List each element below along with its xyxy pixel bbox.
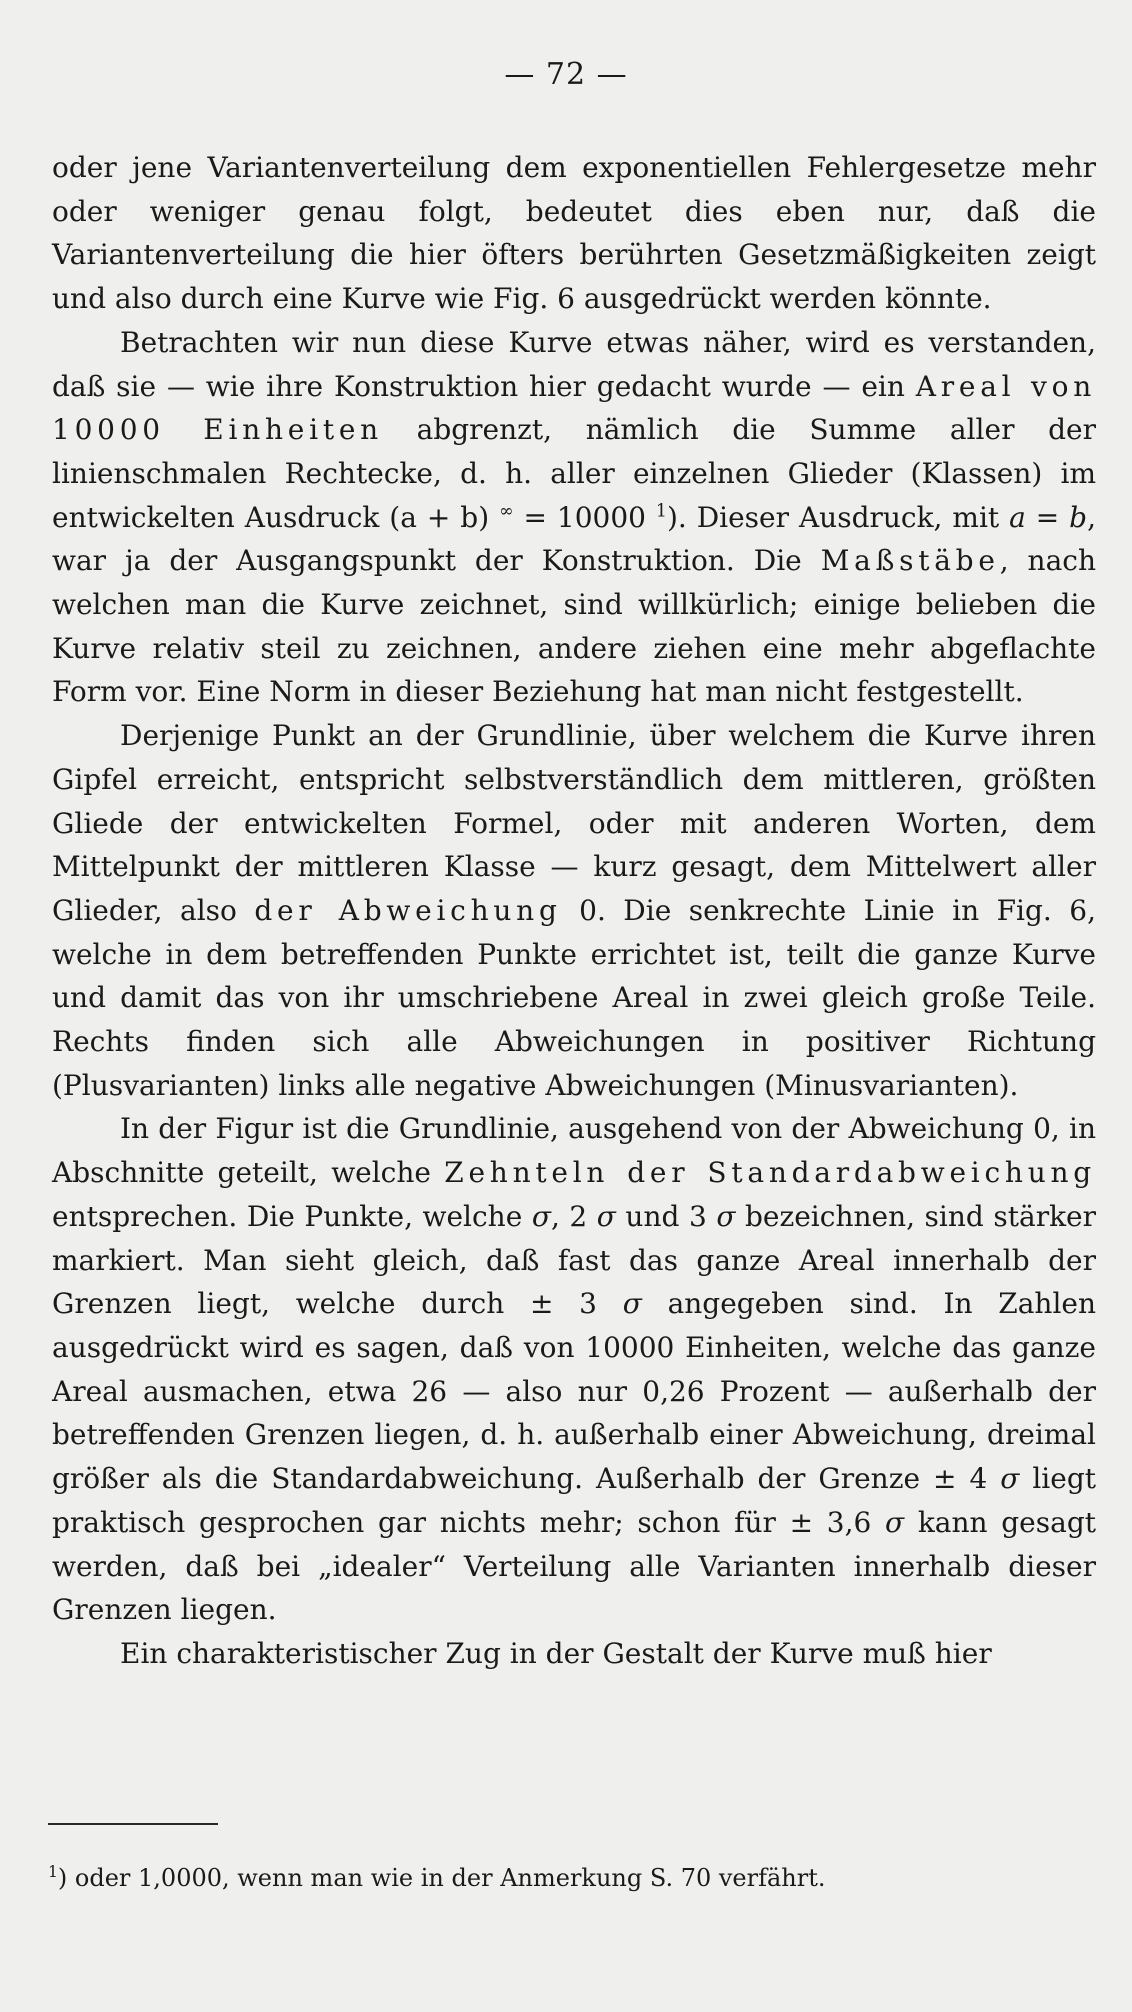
paragraph-4: [52, 1107, 1096, 1631]
page-number: — 72 —: [504, 57, 628, 92]
text-run: angegeben sind. In Zahlen ausgedrückt wird es sagen, daß von 10000 Einheiten, welche das ganze Areal ausmachen, etwa 26 — also nur 0,26 Prozent — außerhalb der betreffenden Grenzen liegen, d. h. außerhalb einer Abweichung, dreimal größer als die Standardabweichung. Außerhalb der Grenze ± 4: [52, 1287, 1097, 1496]
text-run: σ: [596, 1199, 616, 1233]
footnote-mark: 1: [48, 1863, 58, 1881]
text-run: der Abweichung: [254, 893, 562, 927]
text-run: , nach welchen man die Kurve zeichnet, sind willkürlich; einige belieben die Kurve relativ steil zu zeichnen, andere ziehen eine mehr abgeflachte Form vor. Eine Norm in dieser Beziehung hat man nicht festgestellt.: [52, 544, 1096, 709]
paragraph-2: [52, 321, 1096, 714]
body-text: [52, 146, 1096, 1676]
text-run: Areal von 10000 Einheiten: [52, 369, 1096, 447]
text-run: , war ja der Ausgangspunkt der Konstruktion. Die: [52, 500, 1097, 578]
text-run: σ: [1000, 1462, 1020, 1496]
text-run: σ: [622, 1287, 642, 1321]
text-run: Derjenige Punkt an der Grundlinie, über welchem die Kurve ihren Gipfel erreicht, entspricht selbstverständlich dem mittleren, größten Gliede der entwickelten Formel, oder mit anderen Worten, dem Mittelpunkt der mittleren Klasse — kurz gesagt, dem Mittelwert aller Glieder, also: [52, 719, 1096, 927]
footnote-separator: [48, 1823, 218, 1825]
text-run: 1: [655, 501, 667, 522]
text-run: ∞: [499, 501, 514, 522]
text-run: liegt praktisch gesprochen gar nichts mehr; schon für ± 3,6: [52, 1462, 1096, 1539]
text-run: Zehnteln der Standardabweichung: [444, 1156, 1096, 1190]
text-run: bezeichnen, sind stärker markiert. Man sieht gleich, daß fast das ganze Areal innerhalb der Grenzen liegt, welche durch ± 3: [52, 1199, 1096, 1321]
text-run: und 3: [615, 1199, 717, 1233]
text-run: In der Figur ist die Grundlinie, ausgehend von der Abweichung 0, in Abschnitte geteilt, welche: [52, 1112, 1096, 1190]
text-run: b: [1069, 500, 1088, 534]
footnote-text: ) oder 1,0000, wenn man wie in der Anmerkung S. 70 verfährt.: [57, 1864, 826, 1892]
text-run: σ: [885, 1505, 905, 1539]
text-run: oder jene Variantenverteilung dem exponentiellen Fehlergesetze mehr oder weniger genau folgt, bedeutet dies eben nur, daß die Variantenverteilung die hier öfters berührten Gesetzmäßigkeiten zeigt und also durch eine Kurve wie Fig. 6 ausgedrückt werden könnte.: [52, 151, 1096, 316]
text-run: σ: [531, 1199, 551, 1233]
text-run: , 2: [550, 1199, 597, 1233]
text-run: 0. Die senkrechte Linie in Fig. 6, welche in dem betreffenden Punkte errichtet ist, teilt die ganze Kurve und damit das von ihr umschriebene Areal in zwei gleich große Teile. Rechts finden sich alle Abweichungen in positiver Richtung (Plusvarianten) links alle negative Abweichungen (Minusvarianten).: [52, 893, 1096, 1102]
text-run: Maßstäbe: [820, 544, 1000, 578]
paragraph-5: [52, 1632, 1096, 1676]
text-run: entsprechen. Die Punkte, welche: [52, 1199, 532, 1233]
text-run: Betrachten wir nun diese Kurve etwas näher, wird es verstanden, daß sie — wie ihre Konstruktion hier gedacht wurde — ein: [52, 325, 1096, 403]
text-run: a: [1009, 500, 1026, 534]
text-run: σ: [716, 1199, 736, 1233]
paragraph-3: [52, 714, 1096, 1107]
paragraph-1: [52, 146, 1096, 321]
text-run: ). Dieser Ausdruck, mit: [666, 500, 1010, 534]
footnote: [48, 1862, 1098, 1894]
text-run: =: [1025, 500, 1070, 534]
text-run: kann gesagt werden, daß bei „idealer“ Verteilung alle Varianten innerhalb dieser Grenzen liegen.: [52, 1505, 1096, 1627]
text-run: abgrenzt, nämlich die Summe aller der linienschmalen Rechtecke, d. h. aller einzelnen Glieder (Klassen) im entwickelten Ausdruck (a + b): [52, 413, 1096, 534]
text-run: = 10000: [513, 500, 656, 534]
text-run: Ein charakteristischer Zug in der Gestalt der Kurve muß hier: [120, 1636, 992, 1670]
